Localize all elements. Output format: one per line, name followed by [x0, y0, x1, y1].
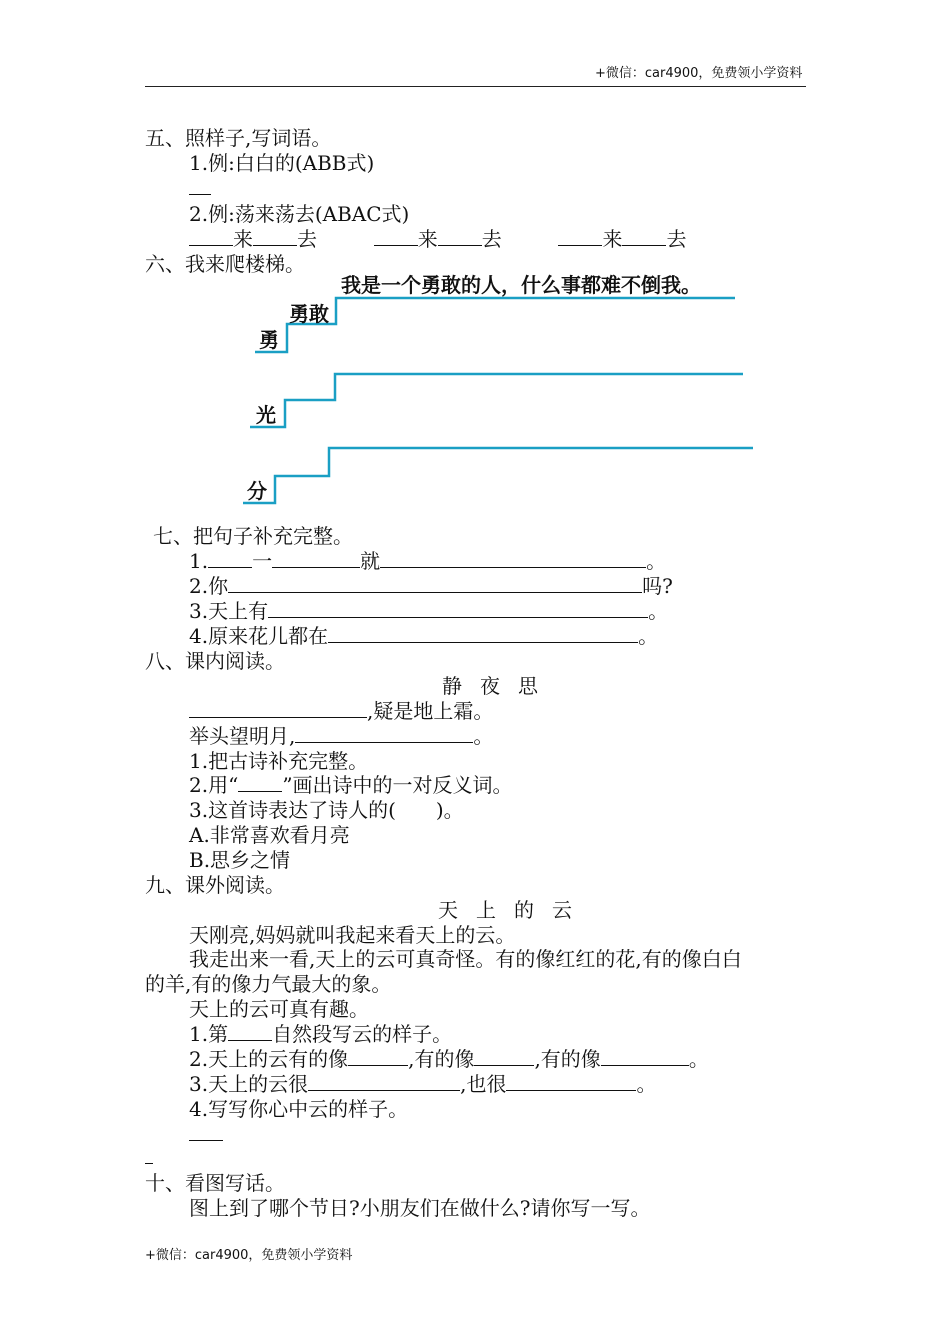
s8-q3: 3.这首诗表达了诗人的( )。	[189, 798, 464, 822]
qu-char: 去	[481, 227, 502, 251]
s5-q2: 2.例:荡来荡去(ABAC式)	[189, 202, 410, 226]
s8-q1: 1.把古诗补充完整。	[189, 749, 369, 773]
story-title: 天上的云	[438, 898, 590, 922]
option-a[interactable]: A.非常喜欢看月亮	[189, 823, 350, 847]
s9-q1[interactable]: 1.第 自然段写云的样子。	[189, 1022, 453, 1046]
answer-blank-mark[interactable]	[145, 1145, 153, 1169]
story-p3: 天上的云可真有趣。	[189, 997, 369, 1021]
qu-char: 去	[297, 227, 317, 251]
header-note: +微信：car4900，免费领小学资料	[595, 66, 803, 81]
s7-q2[interactable]: 2.你 吗?	[189, 574, 673, 598]
story-p1: 天刚亮,妈妈就叫我起来看天上的云。	[189, 923, 516, 947]
s8-q2: 2.用“ ”画出诗中的一对反义词。	[189, 773, 513, 797]
footer-note: +微信：car4900，免费领小学资料	[145, 1248, 353, 1263]
option-b[interactable]: B.思乡之情	[189, 848, 291, 872]
section-6-title: 六、我来爬楼梯。	[145, 252, 305, 276]
s7-q1[interactable]: 1. 一 就 。	[189, 549, 667, 573]
section-10-title: 十、看图写话。	[145, 1171, 285, 1195]
s9-q4-answer-blank[interactable]	[189, 1122, 223, 1146]
lai-char: 来	[417, 227, 438, 251]
lai-char: 来	[233, 227, 253, 251]
s7-q3[interactable]: 3.天上有 。	[189, 599, 669, 623]
section-9-title: 九、课外阅读。	[145, 873, 285, 897]
lai-char: 来	[602, 227, 623, 251]
staircase-diagram	[0, 0, 950, 520]
stair-3-char: 分	[247, 479, 267, 503]
s10-prompt: 图上到了哪个节日?小朋友们在做什么?请你写一写。	[189, 1196, 651, 1220]
s9-q3[interactable]: 3.天上的云很 ,也很 。	[189, 1072, 657, 1096]
qu-char: 去	[666, 227, 687, 251]
s7-q4[interactable]: 4.原来花儿都在 。	[189, 624, 659, 648]
poem-line-2[interactable]: 举头望明月, 。	[189, 724, 494, 748]
stair-1-sentence: 我是一个勇敢的人，什么事都难不倒我。	[341, 273, 701, 297]
stair-3	[243, 448, 753, 503]
section-7-title: 七、把句子补充完整。	[153, 524, 353, 548]
s9-q4: 4.写写你心中云的样子。	[189, 1097, 409, 1121]
stair-2	[250, 374, 743, 427]
story-p2-line2: 的羊,有的像力气最大的象。	[145, 972, 392, 996]
stair-1-char: 勇	[259, 328, 279, 352]
poem-title: 静夜思	[442, 674, 556, 698]
section-5-title: 五、照样子,写词语。	[145, 126, 332, 150]
s9-q2[interactable]: 2.天上的云有的像 ,有的像 ,有的像 。	[189, 1047, 709, 1071]
stair-1-word: 勇敢	[289, 302, 329, 326]
story-p2-line1: 我走出来一看,天上的云可真奇怪。有的像红红的花,有的像白白	[189, 947, 742, 971]
poem-line-1[interactable]: ,疑是地上霜。	[189, 699, 493, 723]
s5-q1: 1.例:白白的(ABB式)	[189, 151, 375, 175]
stair-2-char: 光	[256, 403, 276, 427]
section-8-title: 八、课内阅读。	[145, 649, 285, 673]
